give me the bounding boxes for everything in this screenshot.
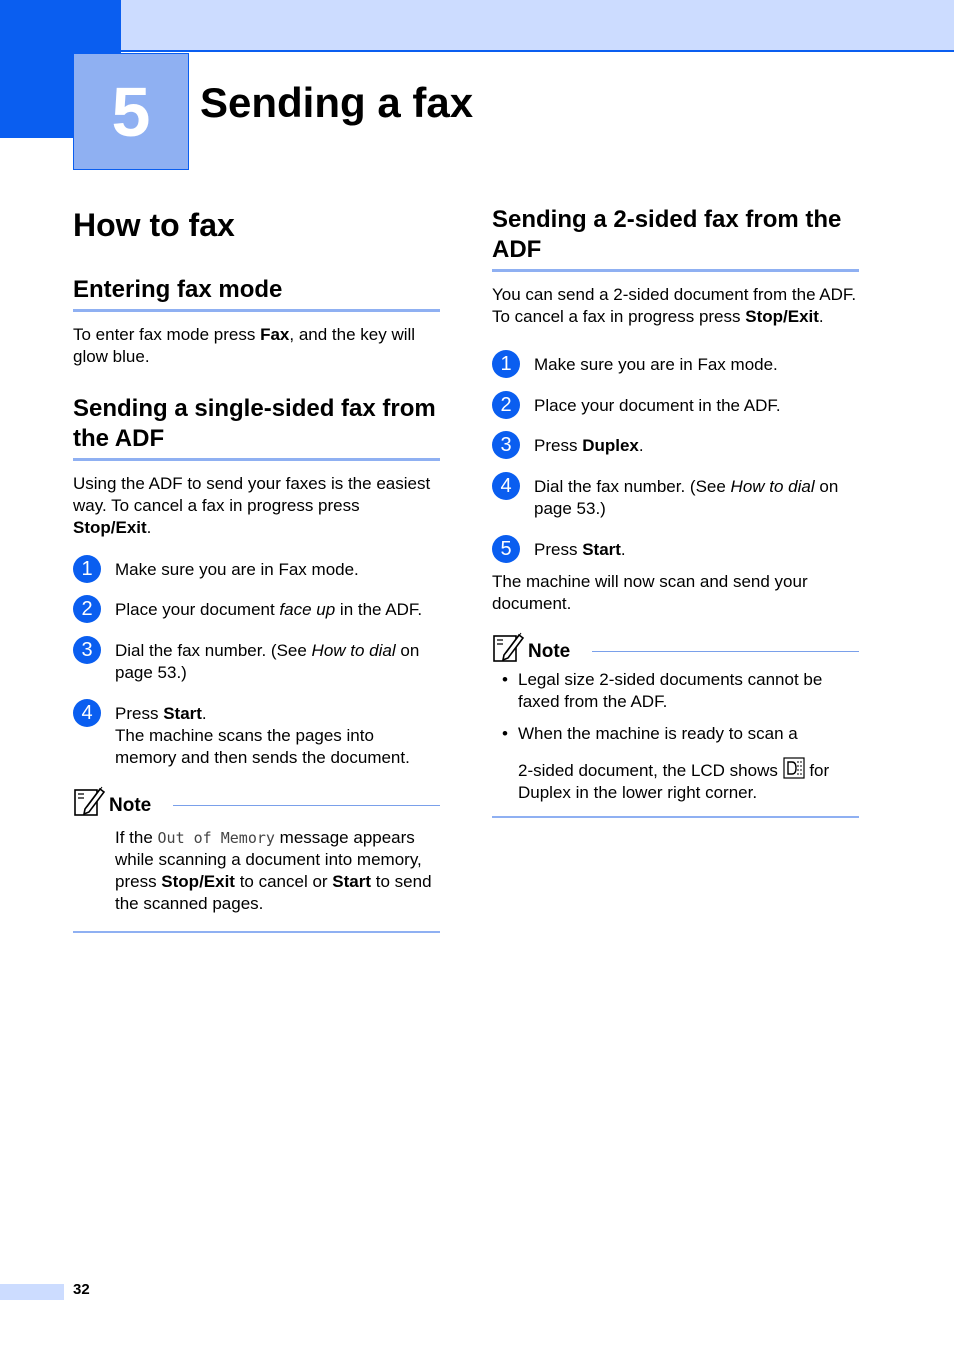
how-to-fax-heading: How to fax [73, 207, 235, 243]
chapter-title: Sending a fax [200, 79, 474, 126]
step-item: 5 Press Start. [492, 539, 859, 561]
note-bullet: • Legal size 2-sided documents cannot be faxed from the ADF. [492, 669, 859, 713]
single-sided-intro: Using the ADF to send your faxes is the easiest way. To cancel a fax in progress press Stop/Exit. [73, 474, 431, 537]
step-number: 4 [73, 699, 101, 727]
step-item: 4 Press Start. The machine scans the pages into memory and then sends the document. [73, 703, 440, 769]
chapter-number: 5 [73, 53, 189, 170]
step-number: 4 [492, 472, 520, 500]
note-pencil-icon [492, 631, 524, 663]
two-sided-intro: You can send a 2-sided document from the ADF. To cancel a fax in progress press Stop/Exit. [492, 285, 857, 326]
two-sided-heading: Sending a 2-sided fax from the ADF [492, 205, 859, 272]
note-title: Note [109, 795, 152, 816]
two-sided-after-text: The machine will now scan and send your document. [492, 572, 808, 613]
header-light-bar [121, 0, 954, 52]
right-column [492, 205, 859, 818]
step-item: 3 Dial the fax number. (See How to dial on page 53.) [73, 640, 440, 684]
step-number: 2 [492, 391, 520, 419]
note-title: Note [528, 641, 571, 662]
step-item: 1 Make sure you are in Fax mode. [73, 559, 440, 581]
note-header [492, 629, 859, 663]
step-number: 3 [492, 431, 520, 459]
step-number: 1 [492, 350, 520, 378]
note-text: If the Out of Memory message appears while scanning a document into memory, press Stop/Exit to cancel or Start to send the scanned pages. [115, 828, 432, 913]
step-number: 1 [73, 555, 101, 583]
entering-fax-mode-text: To enter fax mode press Fax, and the key will glow blue. [73, 325, 416, 366]
entering-fax-mode-heading: Entering fax mode [73, 275, 440, 312]
note-bullet: • When the machine is ready to scan a 2-sided document, the LCD shows for Duplex in the lower right corner. [492, 723, 859, 804]
step-item: 4 Dial the fax number. (See How to dial on page 53.) [492, 476, 859, 520]
step-item: 2 Place your document in the ADF. [492, 395, 859, 417]
note-box [73, 783, 440, 933]
note-header [73, 783, 440, 817]
left-column [73, 205, 440, 933]
note-box [492, 629, 859, 818]
note-divider [173, 805, 440, 806]
duplex-icon [783, 757, 805, 779]
step-item: 1 Make sure you are in Fax mode. [492, 354, 859, 376]
step-item: 3 Press Duplex. [492, 435, 859, 457]
footer-bar [0, 1284, 64, 1300]
step-number: 2 [73, 595, 101, 623]
page-number: 32 [73, 1281, 90, 1298]
step-item: 2 Place your document face up in the ADF. [73, 599, 440, 621]
note-pencil-icon [73, 785, 105, 817]
single-sided-heading: Sending a single-sided fax from the ADF [73, 394, 440, 461]
step-number: 3 [73, 636, 101, 664]
step-number: 5 [492, 535, 520, 563]
note-divider [592, 651, 859, 652]
